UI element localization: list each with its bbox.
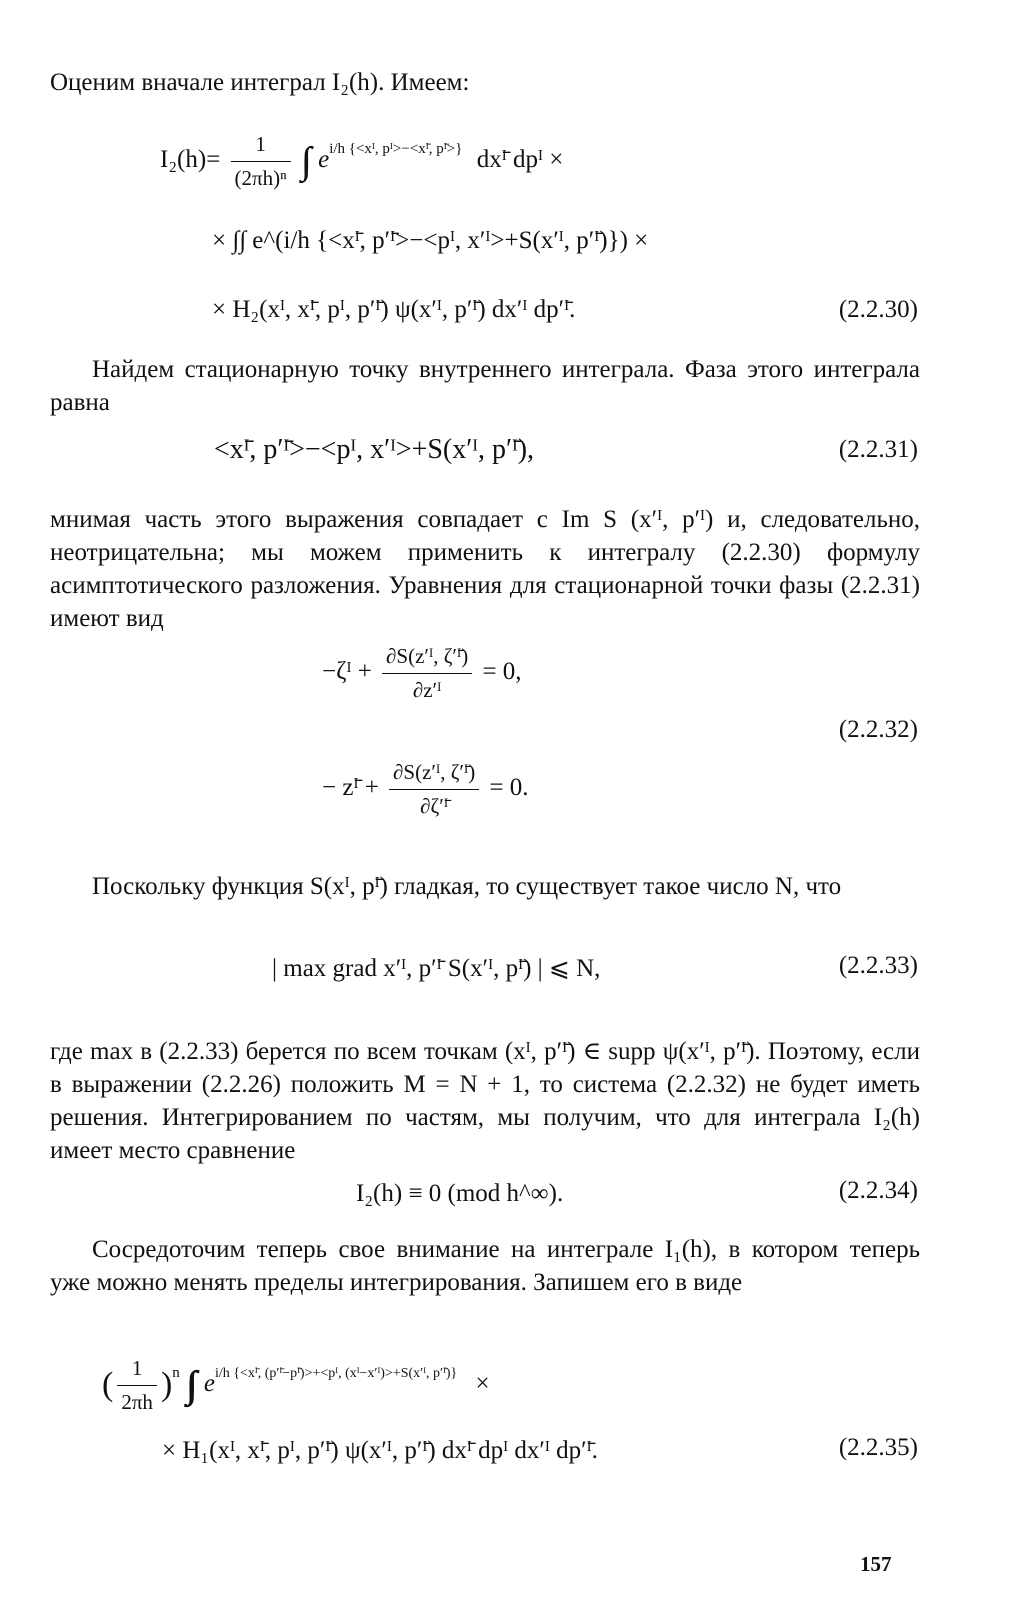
eq-formula: <xᴵ̄, p′ᴵ̄>−<pᴵ, x′ᴵ>+S(x′ᴵ, p′ᴵ̄), <box>214 434 535 465</box>
fraction-numerator: 1 <box>131 1356 143 1380</box>
page-number: 157 <box>860 1552 892 1576</box>
equation-2-2-34 <box>356 1177 563 1210</box>
eq-right: = 0, <box>482 658 522 686</box>
eq-lhs: I₂(h)= <box>160 146 221 174</box>
paragraph-text: Поскольку функция S(xᴵ, pᴵ̄) гладкая, то существует такое число N, что <box>92 873 842 900</box>
equation-number: (2.2.31) <box>838 436 918 463</box>
paragraph-text: Оценим вначале интеграл I₂(h). Имеем: <box>50 69 470 96</box>
fraction-denominator: ∂ζ′ᴵ̄ <box>389 789 479 823</box>
paragraph-focus-integral <box>50 1233 920 1299</box>
equation-number: (2.2.33) <box>838 952 918 979</box>
fraction-denominator: ∂z′ᴵ <box>382 673 472 707</box>
equation-number: (2.2.30) <box>838 296 918 323</box>
equation-2-2-32-line-2 <box>322 756 529 823</box>
eq-fraction <box>117 1352 157 1419</box>
eq-right: = 0. <box>489 774 529 802</box>
eq-fraction <box>382 640 472 707</box>
eq-line: × ∫∫ e^(i/h {<xᴵ̄, p′ᴵ̄>−<pᴵ, x′ᴵ>+S(x′ᴵ, p′ᴵ̄)}) × <box>212 227 649 254</box>
eq-line: × H₂(xᴵ, xᴵ̄, pᴵ, p′ᴵ̄) ψ(x′ᴵ, p′ᴵ̄) dx′ᴵ dp′ᴵ̄. <box>212 296 576 323</box>
equation-number: (2.2.32) <box>838 716 918 743</box>
eq-formula: I₂(h) ≡ 0 (mod h^∞). <box>356 1180 564 1207</box>
eq-left: − zᴵ̄ + <box>322 774 379 802</box>
equation-2-2-35-line-1: ( $\frac{1}{2\pi h}$ )$^n$ ∫∫∫∫ $e^{i/h \{<xᴵ̄, (p'ᴵ̄-pᴵ̄)>+<pᴵ, (xᴵ-x'ᴵ)>+S(x'ᴵ, p'ᴵ̄)\}}$ × <box>102 1352 490 1419</box>
eq-fraction <box>389 756 479 823</box>
paragraph-no-solution <box>50 1035 920 1167</box>
eq-line: × H₁(xᴵ, xᴵ̄, pᴵ, p′ᴵ̄) ψ(x′ᴵ, p′ᴵ̄) dxᴵ̄ dpᴵ dx′ᴵ dp′ᴵ̄. <box>162 1437 598 1464</box>
equation-number: (2.2.35) <box>838 1434 918 1461</box>
eq-tail: dxᴵ̄ dpᴵ × <box>476 146 564 174</box>
eq-formula: | max grad x′ᴵ, p′ᴵ̄ S(x′ᴵ, pᴵ̄) | ⩽ N, <box>272 955 601 982</box>
equation-2-2-33 <box>272 952 600 985</box>
paragraph-smooth-function <box>50 870 920 903</box>
fraction-numerator: ∂S(z′ᴵ, ζ′ᴵ̄) <box>393 760 476 784</box>
equation-2-2-31 <box>214 433 534 466</box>
eq-tail: × <box>475 1370 490 1398</box>
eq-exponent: i/h {<xᴵ, pᴵ>−<xᴵ̄, pᴵ̄>} <box>329 141 463 158</box>
eq-exponent: i/h {<xᴵ̄, (p′ᴵ̄−pᴵ̄)>+<pᴵ, (xᴵ−x′ᴵ)>+S(x′ᴵ, p′ᴵ̄)} <box>215 1366 458 1382</box>
paragraph-text: мнимая часть этого выражения совпадает с Im S (x′ᴵ, p′ᴵ) и, следовательно, неотрицательна; мы можем применить к интегралу (2.2.30) формулу асимптотического разложения. Уравнения для стационарной точки фазы (2.2.31) имеют вид <box>50 506 920 632</box>
paragraph-stationary-point <box>50 353 920 419</box>
paragraph-intro <box>50 66 920 99</box>
eq-power: n <box>172 1365 180 1382</box>
equation-number: (2.2.34) <box>838 1177 918 1204</box>
quadruple-integral-sign: ∫∫∫∫ <box>186 1364 188 1407</box>
double-integral-sign: ∫∫ <box>301 140 302 183</box>
equation-2-2-30-line-2 <box>212 224 648 257</box>
equation-2-2-32-line-1 <box>322 640 522 707</box>
equation-2-2-30-line-3 <box>212 293 575 326</box>
paragraph-text: где max в (2.2.33) берется по всем точкам (xᴵ, p′ᴵ̄) ∈ supp ψ(x′ᴵ, p′ᴵ̄). Поэтому, если в выражении (2.2.26) положить M = N + 1, то система (2.2.32) не будет иметь решения. Интегрированием по частям, мы получим, что для интеграла I₂(h) имеет место сравнение <box>50 1038 920 1164</box>
fraction-denominator: (2πh)ⁿ <box>231 161 291 195</box>
equation-2-2-30-line-1: I₂(h)= $\frac{1}{\text{(2πh)ⁿ}}$ ∫∫ $e^{i/h \{<xᴵ, pᴵ>-<xᴵ̄, pᴵ̄>\}}$ dxᴵ̄ dpᴵ × <box>160 128 563 195</box>
fraction-denominator: 2πh <box>117 1385 157 1419</box>
fraction-numerator: ∂S(z′ᴵ, ζ′ᴵ̄) <box>386 644 469 668</box>
fraction-numerator: 1 <box>255 132 266 156</box>
eq-left: −ζᴵ + <box>322 658 372 686</box>
paragraph-text: Найдем стационарную точку внутреннего интеграла. Фаза этого интеграла равна <box>50 356 920 416</box>
paragraph-imaginary-part <box>50 503 920 635</box>
eq-fraction <box>231 128 291 195</box>
paragraph-text: Сосредоточим теперь свое внимание на интеграле I₁(h), в котором теперь уже можно менять пределы интегрирования. Запишем его в виде <box>50 1236 920 1296</box>
equation-2-2-35-line-2 <box>162 1434 598 1467</box>
